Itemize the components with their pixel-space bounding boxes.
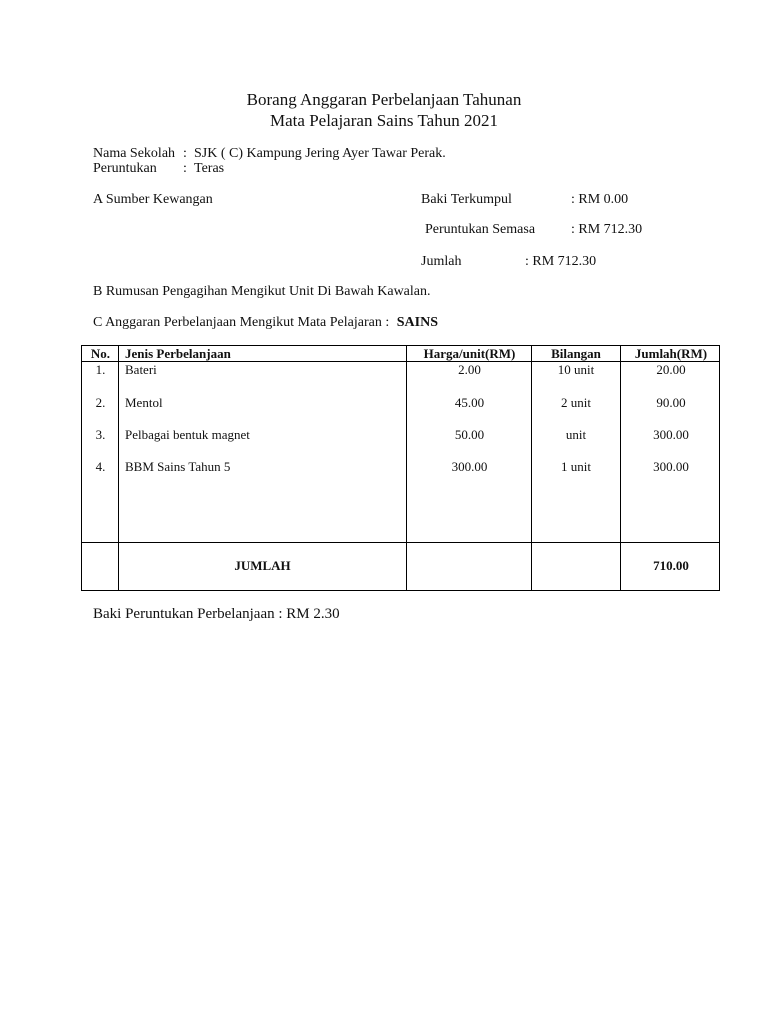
row-4-price: 300.00 [451, 459, 488, 474]
row-1-item: Bateri [125, 362, 157, 377]
jumlah-label: Jumlah [421, 254, 462, 269]
row-2-no: 2. [95, 395, 106, 410]
footer-label: JUMLAH [234, 558, 291, 573]
row-3-price: 50.00 [454, 427, 485, 442]
row-3-no: 3. [95, 427, 106, 442]
row-1-price: 2.00 [458, 362, 481, 377]
school-label: Nama Sekolah [93, 146, 176, 161]
row-1-qty: 10 unit [557, 362, 595, 377]
allocation-label: Peruntukan [93, 161, 157, 176]
row-4-no: 4. [95, 459, 106, 474]
row-2-item: Mentol [125, 395, 163, 410]
allocation-value: Teras [194, 161, 225, 176]
row-4-total: 300.00 [653, 459, 689, 474]
header-total: Jumlah(RM) [634, 346, 708, 361]
row-3-total: 300.00 [653, 427, 689, 442]
row-3-item: Pelbagai bentuk magnet [125, 427, 250, 442]
peruntukan-semasa-label: Peruntukan Semasa [425, 222, 536, 237]
budget-table [81, 345, 720, 591]
peruntukan-semasa-value: : RM 712.30 [571, 222, 643, 237]
baki-terkumpul-value: : RM 0.00 [571, 192, 629, 207]
header-no: No. [90, 346, 111, 361]
row-4-item: BBM Sains Tahun 5 [125, 459, 231, 474]
balance-text: Baki Peruntukan Perbelanjaan : RM 2.30 [93, 606, 340, 622]
row-2-total: 90.00 [656, 395, 686, 410]
header-item: Jenis Perbelanjaan [125, 346, 231, 361]
jumlah-value: : RM 712.30 [525, 254, 597, 269]
row-2-price: 45.00 [454, 395, 485, 410]
row-4-qty: 1 unit [561, 459, 591, 474]
row-2-qty: 2 unit [561, 395, 591, 410]
footer-divider [82, 542, 719, 543]
footer-total: 710.00 [653, 558, 689, 573]
section-b-heading: B Rumusan Pengagihan Mengikut Unit Di Bawah Kawalan. [93, 284, 431, 299]
row-3-qty: unit [565, 427, 587, 442]
row-1-no: 1. [95, 362, 106, 377]
allocation-colon: : [183, 161, 187, 176]
header-price: Harga/unit(RM) [423, 346, 516, 361]
row-1-total: 20.00 [656, 362, 686, 377]
document-subtitle: Mata Pelajaran Sains Tahun 2021 [270, 111, 498, 130]
header-qty: Bilangan [551, 346, 601, 361]
section-c-label: C Anggaran Perbelanjaan Mengikut Mata Pelajaran : [93, 315, 390, 330]
document-title: Borang Anggaran Perbelanjaan Tahunan [246, 90, 522, 109]
school-colon: : [183, 146, 187, 161]
baki-terkumpul-label: Baki Terkumpul [421, 192, 512, 207]
section-c-heading [93, 315, 438, 331]
section-c-subject: SAINS [396, 315, 438, 330]
section-a-heading: A Sumber Kewangan [93, 192, 213, 207]
school-value: SJK ( C) Kampung Jering Ayer Tawar Perak. [194, 146, 446, 161]
